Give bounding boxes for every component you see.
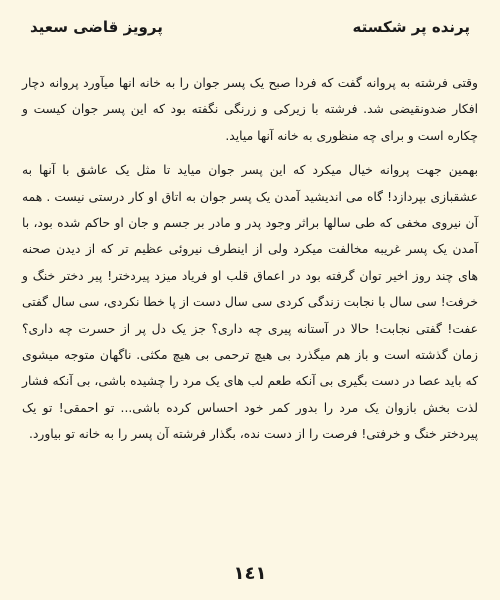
paragraph-2: بهمین جهت پروانه خیال میکرد که این پسر جوان میاید تا مثل یک عاشق با آنها به عشقبازی بپردازد! گاه می اندیشید آمدن یک پسر جوان به اتاق او کار درستی نیست . همه آن نیروی مخفی که طی سالها براثر وجود پدر و مادر بر جسم و جان او حاکم شده بود، با آمدن یک پسر غریبه مخالفت میکرد ولی از اینطرف نیروئی عظیم تر که از دیدن صحنه های چند روز اخیر توان گرفته بود در اعماق قلب او فریاد میزد پیردختر! پیر دختر خنگ و خرفت! سی سال با نجابت زندگی کردی سی سال دست از پا خطا نکردی، سی سال گفتی عفت! گفتی نجابت! حالا در آستانه پیری چه داری؟ جز یک دل پر از حسرت چه داری؟ زمان گذشته است و باز هم میگذرد بی هیچ ترحمی بی هیچ مکثی. ناگهان متوجه میشوی که باید عصا در دست بگیری بی آنکه طعم لب های یک مرد را چشیده باشی، بی آنکه فشار لذت بخش بازوان یک مرد را بدور کمر خود احساس کرده باشی... تو احمقی! تو یک پیردختر خنگ و خرفتی! فرصت را از دست نده، بگذار فرشته آن پسر را به خانه تو بیاورد. (22, 163, 478, 442)
body-text (22, 70, 478, 448)
author-name: پرویز قاضی سعید (30, 18, 163, 36)
book-title: پرنده پر شکسته (352, 18, 470, 36)
page-number: ١٤١ (233, 563, 267, 584)
paragraph-1: وقتی فرشته به پروانه گفت که فردا صبح یک پسر جوان را به خانه انها میآورد پروانه دچار افکار ضدونقیضی شد. فرشته با زیرکی و زرنگی نگفته بود که این پسر جوان کیست و چکاره است و برای چه منظوری به خانه آنها میاید. (22, 76, 478, 143)
page-header (22, 18, 478, 48)
